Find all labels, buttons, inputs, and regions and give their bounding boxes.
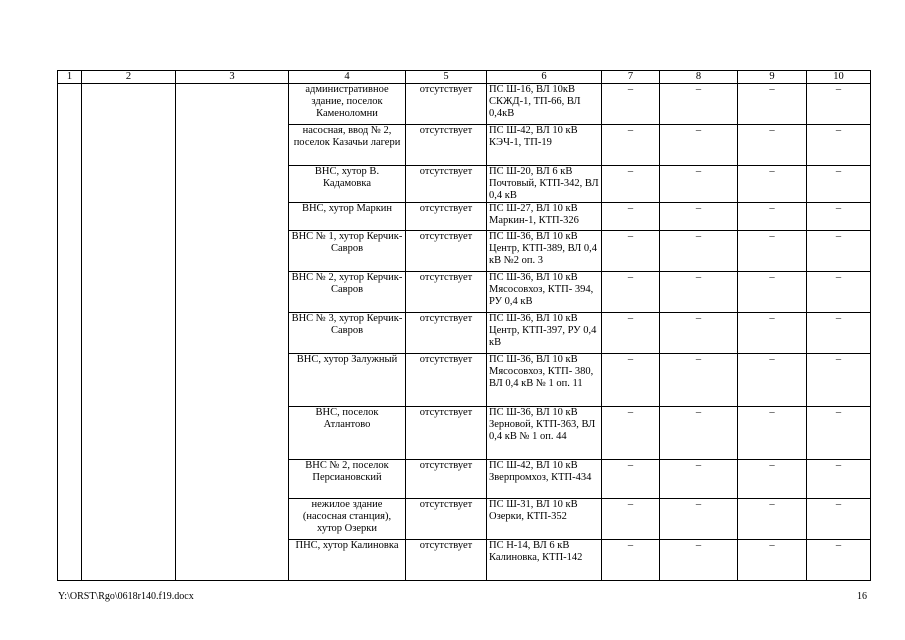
value-cell: – xyxy=(738,540,807,581)
value-cell: – xyxy=(807,84,871,125)
power-source-cell: ПС Ш-36, ВЛ 10 кВ Мясосовхоз, КТП- 394, РУ 0,4 кВ xyxy=(487,272,602,313)
column-header: 7 xyxy=(602,71,660,84)
power-source-cell: ПС Ш-27, ВЛ 10 кВ Маркин-1, КТП-326 xyxy=(487,203,602,231)
empty-cell xyxy=(176,354,289,407)
value-cell: – xyxy=(602,166,660,203)
power-source-cell: ПС Ш-36, ВЛ 10 кВ Центр, КТП-397, РУ 0,4 кВ xyxy=(487,313,602,354)
value-cell: – xyxy=(660,540,738,581)
value-cell: – xyxy=(738,272,807,313)
value-cell: – xyxy=(660,313,738,354)
page-number: 16 xyxy=(857,591,867,602)
column-header: 6 xyxy=(487,71,602,84)
empty-cell xyxy=(58,460,82,499)
header-row xyxy=(58,71,871,84)
empty-cell xyxy=(82,203,176,231)
value-cell: – xyxy=(602,272,660,313)
column-header: 1 xyxy=(58,71,82,84)
status-cell: отсутствует xyxy=(406,499,487,540)
value-cell: – xyxy=(807,540,871,581)
empty-cell xyxy=(82,540,176,581)
empty-cell xyxy=(176,125,289,166)
empty-cell xyxy=(82,272,176,313)
empty-cell xyxy=(58,203,82,231)
value-cell: – xyxy=(807,166,871,203)
column-header: 9 xyxy=(738,71,807,84)
table-row xyxy=(58,272,871,313)
value-cell: – xyxy=(807,203,871,231)
power-source-cell: ПС Ш-42, ВЛ 10 кВ КЭЧ-1, ТП-19 xyxy=(487,125,602,166)
facility-cell: ВНС № 2, поселок Персиановский xyxy=(289,460,406,499)
table-row xyxy=(58,84,871,125)
value-cell: – xyxy=(807,125,871,166)
facility-cell: ВНС № 1, хутор Керчик-Савров xyxy=(289,231,406,272)
empty-cell xyxy=(82,499,176,540)
empty-cell xyxy=(58,313,82,354)
power-source-cell: ПС Ш-20, ВЛ 6 кВ Почтовый, КТП-342, ВЛ 0,4 кВ xyxy=(487,166,602,203)
column-header: 10 xyxy=(807,71,871,84)
value-cell: – xyxy=(738,166,807,203)
value-cell: – xyxy=(660,84,738,125)
value-cell: – xyxy=(602,203,660,231)
table-body xyxy=(58,84,871,581)
value-cell: – xyxy=(660,166,738,203)
empty-cell xyxy=(176,203,289,231)
value-cell: – xyxy=(738,84,807,125)
value-cell: – xyxy=(602,540,660,581)
value-cell: – xyxy=(807,407,871,460)
power-source-cell: ПС Ш-36, ВЛ 10 кВ Мясосовхоз, КТП- 380, ВЛ 0,4 кВ № 1 оп. 11 xyxy=(487,354,602,407)
empty-cell xyxy=(176,166,289,203)
status-cell: отсутствует xyxy=(406,272,487,313)
status-cell: отсутствует xyxy=(406,166,487,203)
value-cell: – xyxy=(602,313,660,354)
empty-cell xyxy=(82,231,176,272)
footer-file-path: Y:\ORST\Rgo\0618r140.f19.docx xyxy=(58,591,194,602)
power-source-cell: ПС Ш-16, ВЛ 10кВ СКЖД-1, ТП-66, ВЛ 0,4кВ xyxy=(487,84,602,125)
facility-cell: ВНС № 2, хутор Керчик-Савров xyxy=(289,272,406,313)
value-cell: – xyxy=(738,313,807,354)
facility-cell: ВНС, хутор Залужный xyxy=(289,354,406,407)
value-cell: – xyxy=(738,203,807,231)
value-cell: – xyxy=(660,499,738,540)
empty-cell xyxy=(82,313,176,354)
value-cell: – xyxy=(660,203,738,231)
value-cell: – xyxy=(602,499,660,540)
value-cell: – xyxy=(738,231,807,272)
value-cell: – xyxy=(660,272,738,313)
value-cell: – xyxy=(660,460,738,499)
empty-cell xyxy=(82,125,176,166)
power-source-cell: ПС Ш-36, ВЛ 10 кВ Зерновой, КТП-363, ВЛ 0,4 кВ № 1 оп. 44 xyxy=(487,407,602,460)
empty-cell xyxy=(82,354,176,407)
status-cell: отсутствует xyxy=(406,460,487,499)
empty-cell xyxy=(58,354,82,407)
empty-cell xyxy=(58,125,82,166)
empty-cell xyxy=(58,540,82,581)
status-cell: отсутствует xyxy=(406,540,487,581)
value-cell: – xyxy=(738,354,807,407)
status-cell: отсутствует xyxy=(406,203,487,231)
column-header: 2 xyxy=(82,71,176,84)
value-cell: – xyxy=(602,231,660,272)
status-cell: отсутствует xyxy=(406,84,487,125)
table-row xyxy=(58,313,871,354)
empty-cell xyxy=(58,84,82,125)
empty-cell xyxy=(82,166,176,203)
status-cell: отсутствует xyxy=(406,125,487,166)
table-row xyxy=(58,460,871,499)
document-table xyxy=(57,70,871,581)
empty-cell xyxy=(58,407,82,460)
facility-cell: ПНС, хутор Калиновка xyxy=(289,540,406,581)
table-row xyxy=(58,407,871,460)
empty-cell xyxy=(82,84,176,125)
value-cell: – xyxy=(738,460,807,499)
empty-cell xyxy=(58,231,82,272)
empty-cell xyxy=(176,499,289,540)
value-cell: – xyxy=(660,125,738,166)
empty-cell xyxy=(176,231,289,272)
empty-cell xyxy=(176,313,289,354)
status-cell: отсутствует xyxy=(406,313,487,354)
status-cell: отсутствует xyxy=(406,407,487,460)
facility-cell: ВНС № 3, хутор Керчик-Савров xyxy=(289,313,406,354)
power-source-cell: ПС Н-14, ВЛ 6 кВ Калиновка, КТП-142 xyxy=(487,540,602,581)
table-row xyxy=(58,203,871,231)
table-row xyxy=(58,540,871,581)
value-cell: – xyxy=(738,407,807,460)
power-source-cell: ПС Ш-42, ВЛ 10 кВ Зверпромхоз, КТП-434 xyxy=(487,460,602,499)
empty-cell xyxy=(82,460,176,499)
facility-cell: ВНС, хутор Маркин xyxy=(289,203,406,231)
table-row xyxy=(58,499,871,540)
value-cell: – xyxy=(807,499,871,540)
value-cell: – xyxy=(807,460,871,499)
empty-cell xyxy=(176,84,289,125)
column-header: 3 xyxy=(176,71,289,84)
column-header: 5 xyxy=(406,71,487,84)
power-source-cell: ПС Ш-36, ВЛ 10 кВ Центр, КТП-389, ВЛ 0,4 кВ №2 оп. 3 xyxy=(487,231,602,272)
column-header: 8 xyxy=(660,71,738,84)
empty-cell xyxy=(82,407,176,460)
value-cell: – xyxy=(602,84,660,125)
empty-cell xyxy=(58,499,82,540)
value-cell: – xyxy=(807,231,871,272)
value-cell: – xyxy=(660,407,738,460)
power-source-cell: ПС Ш-31, ВЛ 10 кВ Озерки, КТП-352 xyxy=(487,499,602,540)
column-header: 4 xyxy=(289,71,406,84)
value-cell: – xyxy=(660,231,738,272)
table-row xyxy=(58,354,871,407)
status-cell: отсутствует xyxy=(406,231,487,272)
facility-cell: ВНС, хутор В. Кадамовка xyxy=(289,166,406,203)
facility-cell: ВНС, поселок Атлантово xyxy=(289,407,406,460)
facility-cell: нежилое здание (насосная станция), хутор Озерки xyxy=(289,499,406,540)
value-cell: – xyxy=(807,313,871,354)
empty-cell xyxy=(58,166,82,203)
value-cell: – xyxy=(602,354,660,407)
table-row xyxy=(58,125,871,166)
value-cell: – xyxy=(660,354,738,407)
value-cell: – xyxy=(602,460,660,499)
empty-cell xyxy=(176,540,289,581)
value-cell: – xyxy=(602,407,660,460)
value-cell: – xyxy=(807,272,871,313)
value-cell: – xyxy=(807,354,871,407)
value-cell: – xyxy=(602,125,660,166)
status-cell: отсутствует xyxy=(406,354,487,407)
facility-cell: административное здание, поселок Каменоломни xyxy=(289,84,406,125)
empty-cell xyxy=(58,272,82,313)
value-cell: – xyxy=(738,125,807,166)
table-row xyxy=(58,166,871,203)
empty-cell xyxy=(176,407,289,460)
value-cell: – xyxy=(738,499,807,540)
empty-cell xyxy=(176,460,289,499)
table-row xyxy=(58,231,871,272)
empty-cell xyxy=(176,272,289,313)
facility-cell: насосная, ввод № 2, поселок Казачьи лагери xyxy=(289,125,406,166)
